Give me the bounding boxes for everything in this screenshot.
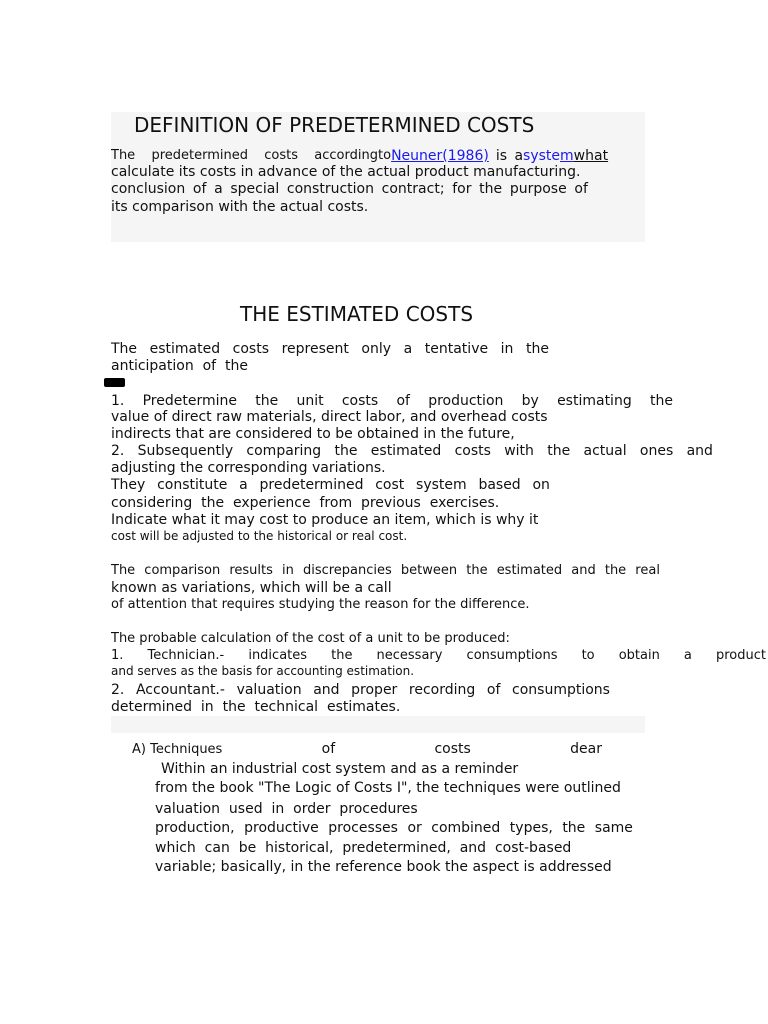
word: in (281, 563, 294, 578)
word: recording (408, 682, 476, 698)
system-link-a[interactable]: syste (523, 148, 561, 164)
system-link-b[interactable]: m (560, 148, 574, 164)
word: to (581, 648, 595, 663)
word: the (255, 393, 279, 409)
word: predetermined (259, 477, 364, 493)
word: indicates (248, 648, 308, 663)
word: comparison (144, 563, 221, 578)
definition-line-2: calculate its costs in advance of the actual product manufacturing. (111, 164, 581, 180)
word: and (571, 563, 596, 578)
word: Technician.- (147, 648, 225, 663)
word: 2. (111, 443, 125, 459)
word: processes (328, 820, 398, 836)
estimated-p3-line-2: known as variations, which will be a call (111, 580, 392, 596)
word: valuation (236, 682, 302, 698)
word: 1. (111, 648, 124, 663)
word: The (111, 148, 136, 163)
word: types, (509, 820, 553, 836)
word: with (504, 443, 534, 459)
word: production, (155, 820, 235, 836)
word: predetermined (151, 148, 248, 163)
estimated-p1-line-2: anticipation of the (111, 358, 248, 374)
section-title-definition: DEFINITION OF PREDETERMINED COSTS (134, 113, 535, 137)
estimated-p3-line-3: of attention that requires studying the reason for the difference. (111, 597, 530, 612)
word: costs (264, 148, 299, 163)
word: estimated (370, 443, 442, 459)
word: costs (434, 741, 471, 757)
item1-line-3: indirects that are considered to be obtained in the future, (111, 426, 515, 442)
techniques-line-5: which can be historical, predetermined, and cost-based (155, 840, 572, 856)
word: Accountant.- (135, 682, 225, 698)
word: Subsequently (137, 443, 234, 459)
definition-line-1-justified (111, 148, 378, 164)
estimated-p2-line-2: considering the experience from previous exercises. (111, 495, 500, 511)
word: the (525, 341, 549, 357)
word: They (111, 477, 146, 493)
techniques-heading-prefix: A) Techniques (132, 742, 223, 757)
word: based (478, 477, 521, 493)
techniques-line-2: from the book "The Logic of Costs I", the techniques were outlined (155, 780, 621, 796)
redaction-mark (104, 378, 125, 387)
item1-line-2: value of direct raw materials, direct labor, and overhead costs (111, 409, 548, 425)
word: on (532, 477, 550, 493)
word: of (486, 682, 501, 698)
item2-line-1 (111, 443, 713, 460)
word: construction (286, 181, 374, 197)
word: estimated (496, 563, 563, 578)
p4-item1-line-1 (111, 648, 766, 664)
word: obtain (618, 648, 660, 663)
word: the (466, 563, 488, 578)
word: 2. (111, 682, 125, 698)
word: consumptions (466, 648, 558, 663)
word: only (361, 341, 392, 357)
word: system (416, 477, 467, 493)
word: cost (375, 477, 405, 493)
word: of (396, 393, 410, 409)
word: of (321, 741, 336, 757)
word: The (111, 563, 136, 578)
estimated-p2-line-4: cost will be adjusted to the historical or real cost. (111, 529, 408, 543)
word-what: what (573, 148, 609, 164)
word: the (649, 393, 673, 409)
word: necessary (376, 648, 443, 663)
techniques-line-6: variable; basically, in the reference book the aspect is addressed (155, 859, 612, 875)
estimated-p3-line-1 (111, 563, 660, 579)
p4-item2-line-2: determined in the technical estimates. (111, 699, 401, 715)
word: a (214, 181, 223, 197)
word: or (407, 820, 422, 836)
p4-item1-line-2: and serves as the basis for accounting estimation. (111, 664, 415, 678)
word: actual (583, 443, 627, 459)
p4-item2-line-1 (111, 682, 610, 699)
word: productive (244, 820, 319, 836)
word: a (239, 477, 248, 493)
techniques-line-3: valuation used in order procedures (155, 801, 418, 817)
word: Predetermine (142, 393, 237, 409)
word: costs (454, 443, 491, 459)
word: according (314, 148, 378, 163)
word: comparing (246, 443, 322, 459)
author-citation-link[interactable]: Neuner(1986) (391, 148, 489, 164)
word: the (331, 648, 353, 663)
word: a (683, 648, 692, 663)
word: and (686, 443, 713, 459)
word: costs (341, 393, 379, 409)
word: the (334, 443, 358, 459)
word: tentative (424, 341, 489, 357)
definition-line-1 (111, 148, 611, 164)
techniques-line-4 (155, 820, 633, 837)
word: for (452, 181, 472, 197)
word: discrepancies (302, 563, 392, 578)
definition-line-4: its comparison with the actual costs. (111, 199, 369, 215)
word: of (574, 181, 588, 197)
word: combined (431, 820, 501, 836)
word: costs (232, 341, 270, 357)
word-to: to (378, 148, 392, 163)
word: in (500, 341, 514, 357)
word: special (230, 181, 280, 197)
word: the (547, 443, 571, 459)
word: the (604, 563, 627, 578)
word: between (400, 563, 458, 578)
word: represent (281, 341, 349, 357)
word: real (635, 563, 660, 578)
word: estimating (557, 393, 632, 409)
word-is-a: is a (495, 148, 524, 164)
word: unit (296, 393, 324, 409)
word: conclusion (111, 181, 186, 197)
word: results (229, 563, 273, 578)
techniques-heading (132, 741, 602, 758)
estimated-p4-line-1: The probable calculation of the cost of a unit to be produced: (111, 631, 510, 646)
definition-line-3 (111, 181, 588, 198)
word: production (428, 393, 504, 409)
word: estimated (149, 341, 221, 357)
word: the (479, 181, 503, 197)
word: the (562, 820, 586, 836)
word: purpose (509, 181, 567, 197)
word: of (192, 181, 207, 197)
item2-line-2: adjusting the corresponding variations. (111, 460, 386, 476)
word: product (715, 648, 766, 663)
estimated-p2-line-3: Indicate what it may cost to produce an item, which is why it (111, 512, 539, 528)
word: proper (351, 682, 398, 698)
divider-band (111, 716, 645, 733)
word: The (111, 341, 138, 357)
word: 1. (111, 393, 125, 409)
word: a (403, 341, 413, 357)
word: by (521, 393, 539, 409)
word: dear (570, 741, 602, 757)
section-title-estimated-costs: THE ESTIMATED COSTS (240, 302, 474, 326)
word: constitute (157, 477, 228, 493)
techniques-line-1: Within an industrial cost system and as a reminder (161, 761, 519, 777)
estimated-p1-line-1 (111, 341, 549, 358)
word: ones (639, 443, 674, 459)
item1-line-1 (111, 393, 673, 410)
word: contract; (381, 181, 445, 197)
word: same (594, 820, 633, 836)
estimated-p2-line-1 (111, 477, 550, 494)
word: consumptions (512, 682, 610, 698)
word: and (313, 682, 340, 698)
